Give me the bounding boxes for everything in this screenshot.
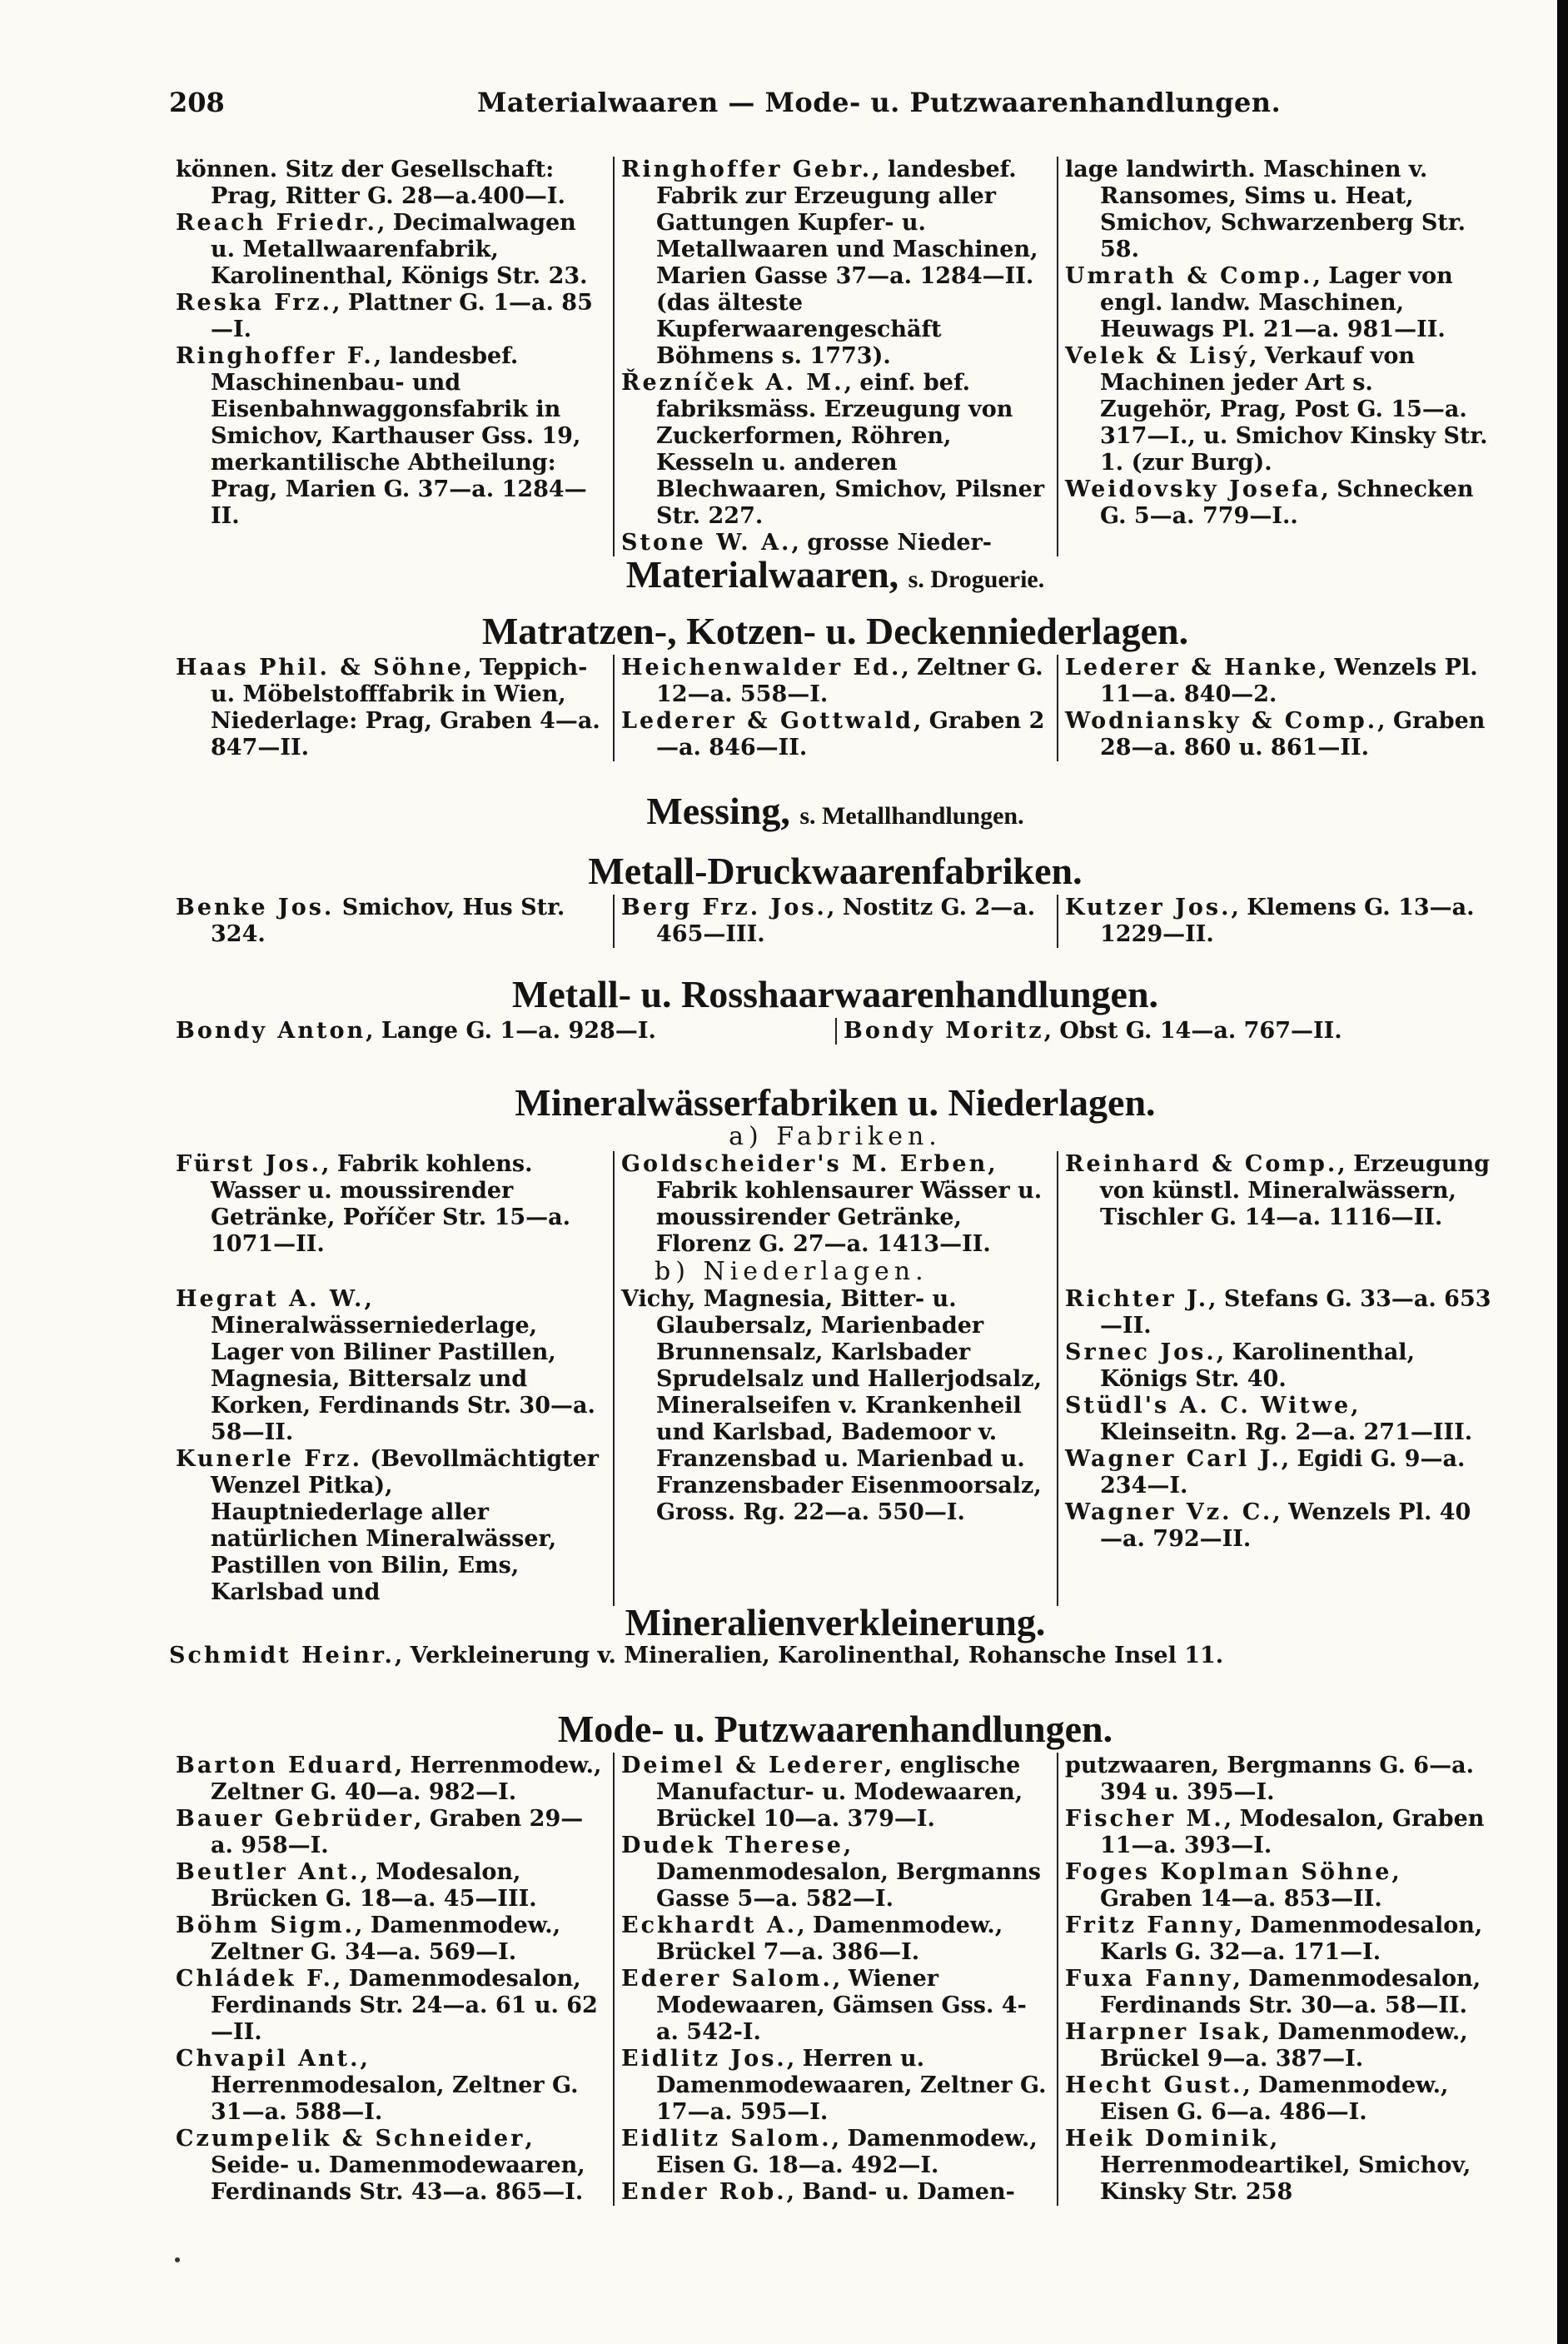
section-title: Metall-Druckwaarenfabriken. (588, 850, 1083, 892)
directory-entry (176, 1859, 605, 1913)
section-mode (169, 1709, 1501, 2206)
entry-name: Schmidt Heinr. (169, 1643, 395, 1668)
section-title: Mineralwässerfabriken u. Niederlagen. (515, 1081, 1156, 1124)
directory-entry (176, 1286, 605, 1446)
entry-text: , landesbef. Fabrik zur Erzeugung aller Gattungen Kupfer- u. Metallwaaren und Maschinen, Marien Gasse 37—a. 1284—II. (das älteste Kupferwaarengeschäft Böhmens s. 1773). (656, 157, 1038, 369)
entry-text: , Stefans G. 33—a. 653—II. (1100, 1286, 1491, 1339)
entry-text: Smichov, Hus Str. 324. (211, 895, 565, 947)
entry-name: Weidovsky Josefa (1065, 476, 1322, 502)
entry-text: , Seide- u. Damenmodewaaren, Ferdinands Str. 43—a. 865—I. (211, 2126, 585, 2205)
entry-name: Berg Frz. Jos. (621, 895, 827, 920)
entry-name: Deimel & Lederer (621, 1753, 884, 1778)
entry-text: , Herrenmodew., Zeltner G. 40—a. 982—I. (211, 1753, 602, 1805)
entry-text: , Damenmodew., Brückel 7—a. 386—I. (656, 1913, 1003, 1965)
section-title: Mineralienverkleinerung. (625, 1601, 1046, 1643)
directory-entry (1065, 1339, 1492, 1393)
scan-edge (1557, 0, 1568, 2344)
entry-name: Benke Jos. (176, 895, 335, 920)
directory-entry (176, 1446, 605, 1606)
section-title: Metall- u. Rosshaarwaarenhandlungen. (511, 973, 1159, 1015)
directory-entry (1065, 1806, 1492, 1859)
entry-text: , Graben 29—a. 958—I. (211, 1806, 584, 1858)
entry-text: , Modesalon, Brücken G. 18—a. 45—III. (211, 1859, 537, 1912)
mineral-sub-b-col (613, 1258, 1057, 1286)
directory-entry (176, 895, 605, 948)
entry-name: Fürst Jos. (176, 1151, 322, 1177)
entry-text: , Graben 2—a. 846—II. (656, 708, 1045, 761)
entry-name: Stone W. A. (621, 530, 792, 556)
directory-entry (621, 370, 1048, 530)
mineralien-entry (169, 1643, 1501, 1669)
entry-text: können. Sitz der Gesellschaft: Prag, Ritter G. 28—a.400—I. (176, 157, 565, 209)
entry-text: Vichy, Magnesia, Bitter- u. Glaubersalz, Marienbader Brunnensalz, Karlsbader Sprudelsalz und Hallerjodsalz, Mineralseifen v. Krankenheil und Karlsbad, Bademoor v. Franzensbad u. Marienbad u. Franzensbader Eisenmoorsalz, Gross. Rg. 22—a. 550—I. (621, 1286, 1043, 1525)
entry-text: , Damenmodew., Brückel 9—a. 387—I. (1100, 2019, 1468, 2072)
metalldruck-col-2 (613, 895, 1057, 948)
entry-name: Wagner Carl J. (1065, 1446, 1282, 1472)
entry-name: Fuxa Fanny (1065, 1966, 1233, 1992)
section-messing (169, 791, 1501, 836)
entry-name: Barton Eduard (176, 1753, 395, 1778)
continued-col-2 (613, 157, 1057, 556)
entry-text: , Wenzels Pl. 11—a. 840—2. (1100, 655, 1478, 707)
entry-text: , Plattner G. 1—a. 85—I. (211, 290, 593, 342)
section-mineral (169, 1083, 1501, 1606)
subheading-niederlagen: b) Niederlagen. (655, 1257, 928, 1286)
entry-text: , Wiener Modewaaren, Gämsen Gss. 4-a. 542-I. (656, 1966, 1027, 2045)
stray-mark (175, 2257, 180, 2262)
rosshaar-col-1 (169, 1018, 835, 1045)
section-mineralien (169, 1603, 1501, 1669)
directory-entry (176, 210, 605, 290)
entry-text: , Damenmodesalon, Karls G. 32—a. 171—I. (1100, 1913, 1483, 1965)
continued-section (169, 157, 1501, 556)
entry-text: , Mineralwässerniederlage, Lager von Biliner Pastillen, Magnesia, Bittersalz und Korken, Ferdinands Str. 30—a. 58—II. (211, 1286, 595, 1445)
directory-entry (176, 1806, 605, 1859)
directory-entry (1065, 157, 1492, 263)
section-matratzen (169, 611, 1501, 761)
entry-name: Kunerle Frz. (176, 1446, 363, 1472)
mode-col-2 (613, 1753, 1057, 2206)
section-rosshaar (169, 975, 1501, 1045)
directory-entry (1065, 1393, 1492, 1446)
entry-name: Hecht Gust. (1065, 2072, 1243, 2098)
directory-entry (621, 2126, 1048, 2179)
section-metalldruck (169, 851, 1501, 948)
entry-text: , Karolinenthal, Königs Str. 40. (1100, 1339, 1415, 1392)
continued-col-1 (169, 157, 613, 556)
directory-entry (1065, 1499, 1492, 1553)
directory-entry (1065, 655, 1492, 708)
directory-entry (621, 708, 1048, 761)
entry-name: Bondy Anton (176, 1018, 366, 1044)
directory-entry (1065, 2126, 1492, 2206)
matratzen-col-3 (1057, 655, 1501, 761)
entry-text: , Herren u. Damenmodewaaren, Zeltner G. 17—a. 595—I. (656, 2046, 1047, 2125)
section-title-text: Materialwaaren, (625, 553, 899, 596)
entry-name: Lederer & Hanke (1065, 655, 1319, 681)
directory-entry (176, 1913, 605, 1966)
entry-name: Goldscheider's M. Erben (621, 1151, 988, 1177)
section-title: Mode- u. Putzwaarenhandlungen. (557, 1708, 1113, 1750)
entry-text: lage landwirth. Maschinen v. Ransomes, Sims u. Heat, Smichov, Schwarzenberg Str. 58. (1065, 157, 1466, 262)
entry-text: , einf. bef. fabriksmäss. Erzeugung von Zuckerformen, Röhren, Kesseln u. anderen Blechwaaren, Smichov, Pilsner Str. 227. (656, 370, 1045, 529)
directory-entry (621, 1966, 1048, 2046)
section-title-text: Messing, (646, 790, 790, 832)
entry-name: Srnec Jos. (1065, 1339, 1217, 1365)
entry-text: , Fabrik kohlensaurer Wässer u. moussirender Getränke, Florenz G. 27—a. 1413—II. (656, 1151, 1043, 1257)
directory-entry (1065, 895, 1492, 948)
directory-entry (621, 2046, 1048, 2126)
entry-text: , Wenzels Pl. 40—a. 792—II. (1100, 1499, 1471, 1552)
entry-name: Dudek Therese (621, 1833, 844, 1858)
entry-text: , Graben 28—a. 860 u. 861—II. (1100, 708, 1486, 761)
entry-name: Foges Koplman Söhne (1065, 1859, 1392, 1885)
entry-text: , Nostitz G. 2—a. 465—III. (656, 895, 1036, 947)
directory-entry (621, 157, 1048, 370)
directory-entry (621, 655, 1048, 708)
entry-name: Fritz Fanny (1065, 1913, 1235, 1938)
entry-name: Ederer Salom. (621, 1966, 833, 1992)
entry-text: , englische Manufactur- u. Modewaaren, Brückel 10—a. 379—I. (656, 1753, 1023, 1832)
entry-text: , Damenmodesalon, Ferdinands Str. 24—a. 61 u. 62—II. (211, 1966, 598, 2045)
entry-name: Stüdl's A. C. Witwe (1065, 1393, 1351, 1419)
directory-entry (1065, 343, 1492, 476)
entry-name: Eidlitz Salom. (621, 2126, 832, 2152)
entry-text: , Herrenmodesalon, Zeltner G. 31—a. 588—I. (211, 2046, 579, 2125)
directory-entry (176, 1966, 605, 2046)
directory-entry (176, 290, 605, 343)
entry-text: , Klemens G. 13—a. 1229—II. (1100, 895, 1475, 947)
entry-text: , Lager von engl. landw. Maschinen, Heuwags Pl. 21—a. 981—II. (1100, 263, 1453, 342)
entry-text: , Herrenmodeartikel, Smichov, Kinsky Str. 258 (1100, 2126, 1471, 2205)
entry-name: Řezníček A. M. (621, 370, 844, 396)
entry-name: Hegrat A. W. (176, 1286, 365, 1312)
entry-text: , Damenmodew., Eisen G. 6—a. 486—I. (1100, 2072, 1449, 2125)
entry-text: , Modesalon, Graben 11—a. 393—I. (1100, 1806, 1485, 1858)
directory-entry (621, 1286, 1048, 1526)
entry-name: Beutler Ant. (176, 1859, 361, 1885)
mineral-spacer-col-1 (169, 1258, 613, 1286)
directory-entry (1065, 1151, 1492, 1231)
entry-text: , Decimalwagen u. Metallwaarenfabrik, Karolinenthal, Königs Str. 23. (211, 210, 588, 289)
metalldruck-col-1 (169, 895, 613, 948)
directory-entry (1065, 2019, 1492, 2072)
entry-name: Reach Friedr. (176, 210, 377, 236)
mineral-niederlagen-col-1 (169, 1286, 613, 1606)
directory-entry (1065, 708, 1492, 761)
entry-name: Ringhoffer F. (176, 343, 374, 369)
page-number: 208 (169, 87, 225, 118)
directory-entry (621, 1753, 1048, 1833)
entry-name: Heichenwalder Ed. (621, 655, 902, 681)
directory-entry (621, 2179, 1048, 2206)
entry-text: , Erzeugung von künstl. Mineralwässern, Tischler G. 14—a. 1116—II. (1100, 1151, 1491, 1230)
running-head: Materialwaaren — Mode- u. Putzwaarenhandlungen. (477, 87, 1282, 118)
directory-entry (176, 157, 605, 210)
directory-entry (621, 895, 1048, 948)
entry-text: , Teppich- u. Möbelstofffabrik in Wien, Niederlage: Prag, Graben 4—a. 847—II. (211, 655, 600, 761)
entry-text: , grosse Nieder- (791, 530, 992, 556)
entry-name: Ringhoffer Gebr. (621, 157, 873, 182)
entry-text: (Bevollmächtigter Wenzel Pitka), Hauptniederlage aller natürlichen Mineralwässer, Pastillen von Bilin, Ems, Karlsbad und (211, 1446, 600, 1605)
directory-entry (176, 1753, 605, 1806)
entry-name: Czumpelik & Schneider (176, 2126, 525, 2152)
entry-name: Reinhard & Comp. (1065, 1151, 1338, 1177)
directory-entry (176, 1151, 605, 1258)
entry-text: , Verkleinerung v. Mineralien, Karolinenthal, Rohansche Insel 11. (394, 1643, 1224, 1668)
entry-text: , Graben 14—a. 853—II. (1100, 1859, 1400, 1912)
entry-text: , Fabrik kohlens. Wasser u. moussirender Getränke, Poříčer Str. 15—a. 1071—II. (211, 1151, 571, 1257)
entry-name: Eidlitz Jos. (621, 2046, 787, 2072)
directory-entry (1065, 1753, 1492, 1806)
section-title (169, 791, 1501, 836)
entry-text: , Lange G. 1—a. 928—I. (366, 1018, 656, 1044)
entry-text: , Damenmodesalon, Bergmanns Gasse 5—a. 582—I. (656, 1833, 1041, 1912)
directory-entry (844, 1018, 1493, 1045)
directory-entry (621, 1833, 1048, 1913)
directory-entry (1065, 1966, 1492, 2019)
entry-name: Richter J. (1065, 1286, 1209, 1312)
directory-entry (176, 2046, 605, 2126)
entry-name: Wodniansky & Comp. (1065, 708, 1378, 734)
entry-name: Velek & Lisý (1065, 343, 1250, 369)
directory-entry (1065, 263, 1492, 343)
section-title: Matratzen-, Kotzen- u. Deckenniederlagen. (481, 610, 1189, 652)
page-header (169, 87, 1501, 137)
cross-reference: s. Droguerie. (908, 566, 1045, 593)
mineral-spacer-col-3 (1057, 1258, 1501, 1286)
entry-text: , Damenmodew., Eisen G. 18—a. 492—I. (656, 2126, 1038, 2178)
directory-entry (1065, 1286, 1492, 1339)
mineral-fabriken-col-3 (1057, 1151, 1501, 1258)
entry-text: putzwaaren, Bergmanns G. 6—a. 394 u. 395—I. (1065, 1753, 1474, 1805)
entry-text: , Obst G. 14—a. 767—II. (1043, 1018, 1342, 1044)
directory-entry (621, 1151, 1048, 1258)
mode-col-1 (169, 1753, 613, 2206)
entry-text: , Verkauf von Machinen jeder Art s. Zugehör, Prag, Post G. 15—a. 317—I., u. Smichov Kinsky Str. 1. (zur Burg). (1100, 343, 1488, 476)
entry-text: , Zeltner G. 12—a. 558—I. (656, 655, 1043, 707)
entry-name: Kutzer Jos. (1065, 895, 1232, 920)
mineral-niederlagen-col-3 (1057, 1286, 1501, 1606)
directory-entry (176, 343, 605, 530)
entry-name: Harpner Isak (1065, 2019, 1262, 2045)
mineral-niederlagen-col-2 (613, 1286, 1057, 1606)
entry-text: , Damenmodew., Zeltner G. 34—a. 569—I. (211, 1913, 561, 1965)
matratzen-col-2 (613, 655, 1057, 761)
entry-text: , Schnecken G. 5—a. 779—I.. (1100, 476, 1474, 529)
entry-name: Bondy Moritz (844, 1018, 1044, 1044)
directory-entry (621, 1913, 1048, 1966)
directory-entry (1065, 1913, 1492, 1966)
entry-text: , Band- u. Damen- (786, 2179, 1015, 2205)
entry-name: Ender Rob. (621, 2179, 787, 2205)
mode-col-3 (1057, 1753, 1501, 2206)
directory-entry (1065, 2072, 1492, 2126)
entry-text: , Kleinseitn. Rg. 2—a. 271—III. (1100, 1393, 1473, 1445)
cross-reference: s. Metallhandlungen. (799, 802, 1024, 830)
entry-name: Umrath & Comp. (1065, 263, 1313, 289)
entry-text: , landesbef. Maschinenbau- und Eisenbahnwaggonsfabrik in Smichov, Karthauser Gss. 19, merkantilische Abtheilung: Prag, Marien G. 37—a. 1284—II. (211, 343, 587, 529)
mineral-fabriken-col-2 (613, 1151, 1057, 1258)
directory-entry (1065, 476, 1492, 530)
entry-name: Chládek F. (176, 1966, 333, 1992)
directory-entry (1065, 1446, 1492, 1499)
section-materialwaaren (169, 555, 1501, 600)
directory-entry (176, 655, 605, 761)
entry-name: Fischer M. (1065, 1806, 1224, 1832)
subheading-fabriken: a) Fabriken. (729, 1122, 942, 1151)
mineral-fabriken-col-1 (169, 1151, 613, 1258)
entry-name: Eckhardt A. (621, 1913, 798, 1938)
entry-name: Lederer & Gottwald (621, 708, 913, 734)
entry-name: Böhm Sigm. (176, 1913, 356, 1938)
section-title (169, 555, 1501, 600)
entry-name: Wagner Vz. C. (1065, 1499, 1273, 1525)
rosshaar-col-2 (835, 1018, 1501, 1045)
directory-entry (1065, 1859, 1492, 1913)
entry-name: Chvapil Ant. (176, 2046, 361, 2072)
continued-col-3 (1057, 157, 1501, 556)
entry-name: Heik Dominik (1065, 2126, 1270, 2152)
entry-name: Haas Phil. & Söhne (176, 655, 465, 681)
metalldruck-col-3 (1057, 895, 1501, 948)
entry-text: , Egidi G. 9—a. 234—I. (1100, 1446, 1466, 1499)
directory-entry (176, 1018, 827, 1045)
entry-name: Bauer Gebrüder (176, 1806, 415, 1832)
entry-text: , Damenmodesalon, Ferdinands Str. 30—a. 58—II. (1100, 1966, 1481, 2018)
entry-name: Reska Frz. (176, 290, 333, 316)
directory-entry (176, 2126, 605, 2206)
matratzen-col-1 (169, 655, 613, 761)
